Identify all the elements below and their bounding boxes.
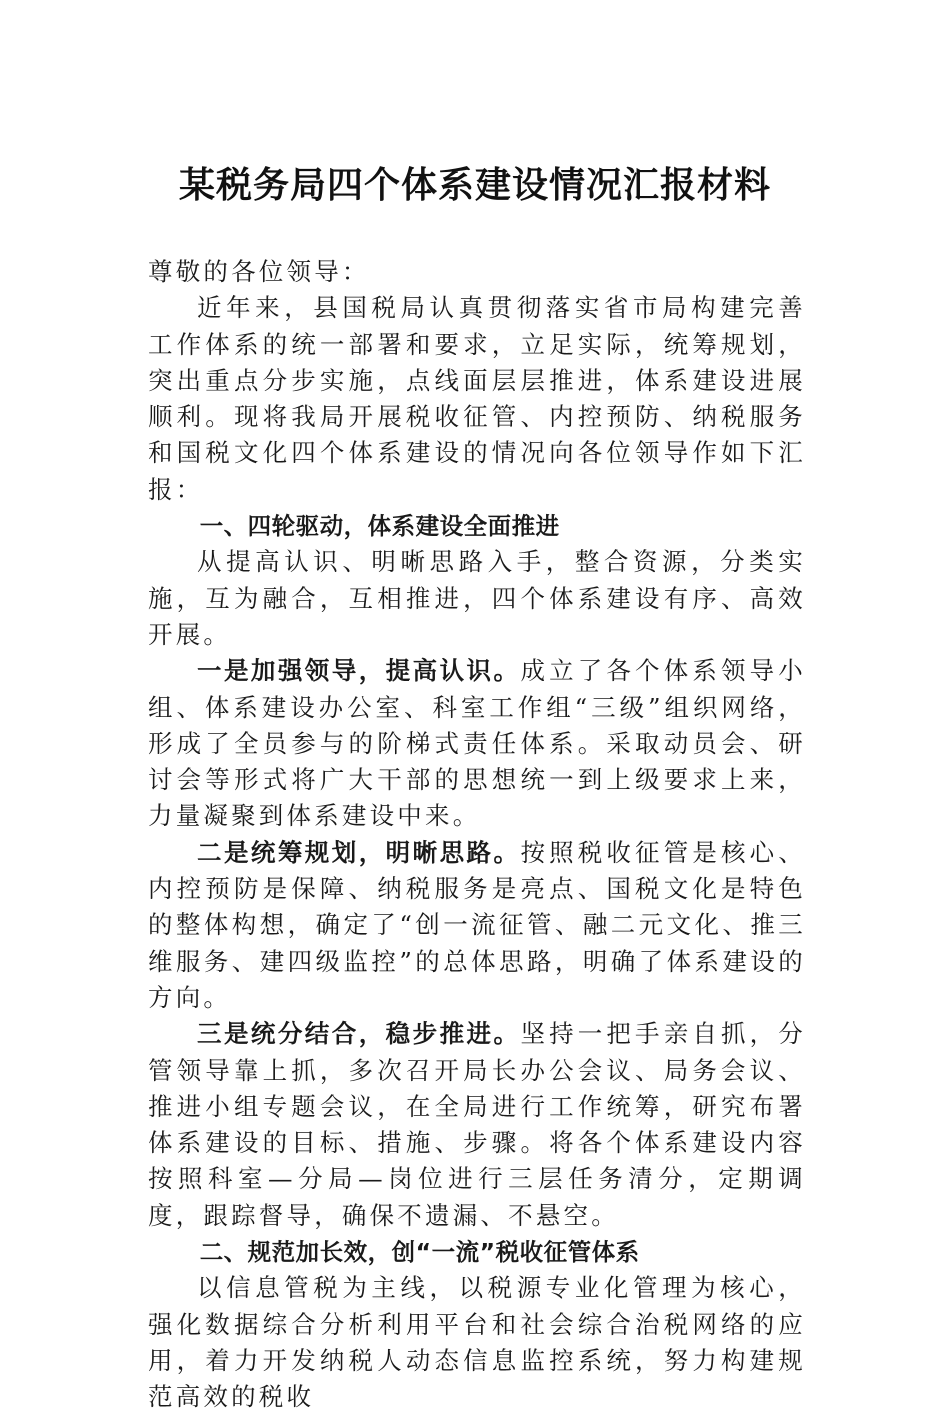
section-heading-2: 二、规范加长效，创“一流”税收征管体系 bbox=[199, 1238, 640, 1267]
section-1-point-1 bbox=[148, 653, 806, 834]
point-2-text: 按照税收征管是核心、内控预防是保障、纳税服务是亮点、国税文化是特色的整体构想，确定了“创一流征管、融二元文化、推三维服务、建四级监控”的总体思路，明确了体系建设的方向。 bbox=[148, 837, 807, 1012]
section-1-intro: 从提高认识、明晰思路入手，整合资源，分类实施，互为融合，互相推进，四个体系建设有序、高效开展。 bbox=[148, 547, 806, 649]
document-body bbox=[148, 254, 806, 1416]
section-1-point-2 bbox=[148, 835, 806, 1016]
section-2-intro: 以信息管税为主线，以税源专业化管理为核心，强化数据综合分析利用平台和社会综合治税网络的应用，着力开发纳税人动态信息监控系统，努力构建规范高效的税收 bbox=[148, 1273, 806, 1412]
intro-paragraph: 近年来，县国税局认真贯彻落实省市局构建完善工作体系的统一部署和要求，立足实际，统筹规划，突出重点分步实施，点线面层层推进，体系建设进展顺利。现将我局开展税收征管、内控预防、纳税服务和国税文化四个体系建设的情况向各位领导作如下汇报： bbox=[148, 293, 806, 504]
point-3-lead: 三是统分结合，稳步推进。 bbox=[197, 1019, 521, 1049]
point-1-text: 成立了各个体系领导小组、体系建设办公室、科室工作组“三级”组织网络，形成了全员参与的阶梯式责任体系。采取动员会、研讨会等形式将广大干部的思想统一到上级要求上来，力量凝聚到体系建设中来。 bbox=[148, 656, 807, 831]
point-1-lead: 一是加强领导，提高认识。 bbox=[197, 656, 521, 686]
document-title: 某税务局四个体系建设情况汇报材料 bbox=[178, 164, 771, 206]
point-2-lead: 二是统筹规划，明晰思路。 bbox=[197, 837, 521, 867]
section-1-point-3 bbox=[148, 1016, 806, 1234]
salutation: 尊敬的各位领导： bbox=[148, 257, 370, 286]
section-heading-1: 一、四轮驱动，体系建设全面推进 bbox=[199, 512, 560, 541]
point-3-text: 坚持一把手亲自抓，分管领导靠上抓，多次召开局长办公会议、局务会议、推进小组专题会议，在全局进行工作统筹，研究布署体系建设的目标、措施、步骤。将各个体系建设内容按照科室—分局—岗位进行三层任务清分，定期调度，跟踪督导，确保不遗漏、不悬空。 bbox=[148, 1019, 807, 1230]
